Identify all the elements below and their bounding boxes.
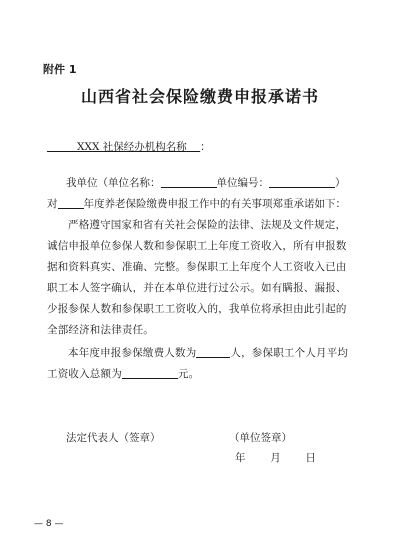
legal-representative-signature: 法定代表人（签章） xyxy=(66,432,161,444)
unit-number-blank xyxy=(269,175,335,188)
date-year: 年 xyxy=(235,452,246,464)
unit-seal: （单位签章） xyxy=(229,432,292,444)
date-month: 月 xyxy=(270,452,281,464)
declaration-line-1: 我单位（单位名称： 单位编号： ） xyxy=(66,177,346,189)
page-number: — 8 — xyxy=(34,519,64,529)
insured-count-blank xyxy=(196,345,230,358)
addressee-line xyxy=(47,139,211,154)
addressee-name: XXX 社保经办机构名称 xyxy=(77,141,187,153)
annex-label: 附件 1 xyxy=(43,63,77,76)
declaration-line-2: 对 年度养老保险缴费申报工作中的有关事项郑重承诺如下： xyxy=(47,198,346,210)
date-day: 日 xyxy=(305,452,316,464)
unit-name-blank xyxy=(161,175,217,188)
declared-figures-paragraph: 本年度申报参保缴费人数为 人，参保职工个人月平均工资收入总额为 元。 xyxy=(47,347,349,380)
commitment-paragraph: 严格遵守国家和省有关社会保险的法律、法规及文件规定，诚信申报单位参保人数和参保职工上年度工资收入，所有申报数据和资料真实、准确、完整。参保职工上年度个人工资收入已由职工本人签字确认，并在本单位进行过公示。如有瞒报、漏报、少报参保人数和参保职工工资收入的，我单位将承担由此引起的全部经济和法律责任。 xyxy=(47,219,347,336)
average-wage-blank xyxy=(122,366,178,379)
document-title: 山西省社会保险缴费申报承诺书 xyxy=(80,87,319,106)
signature-date xyxy=(235,450,316,465)
year-blank xyxy=(58,196,84,209)
addressee-colon: ： xyxy=(200,141,211,153)
